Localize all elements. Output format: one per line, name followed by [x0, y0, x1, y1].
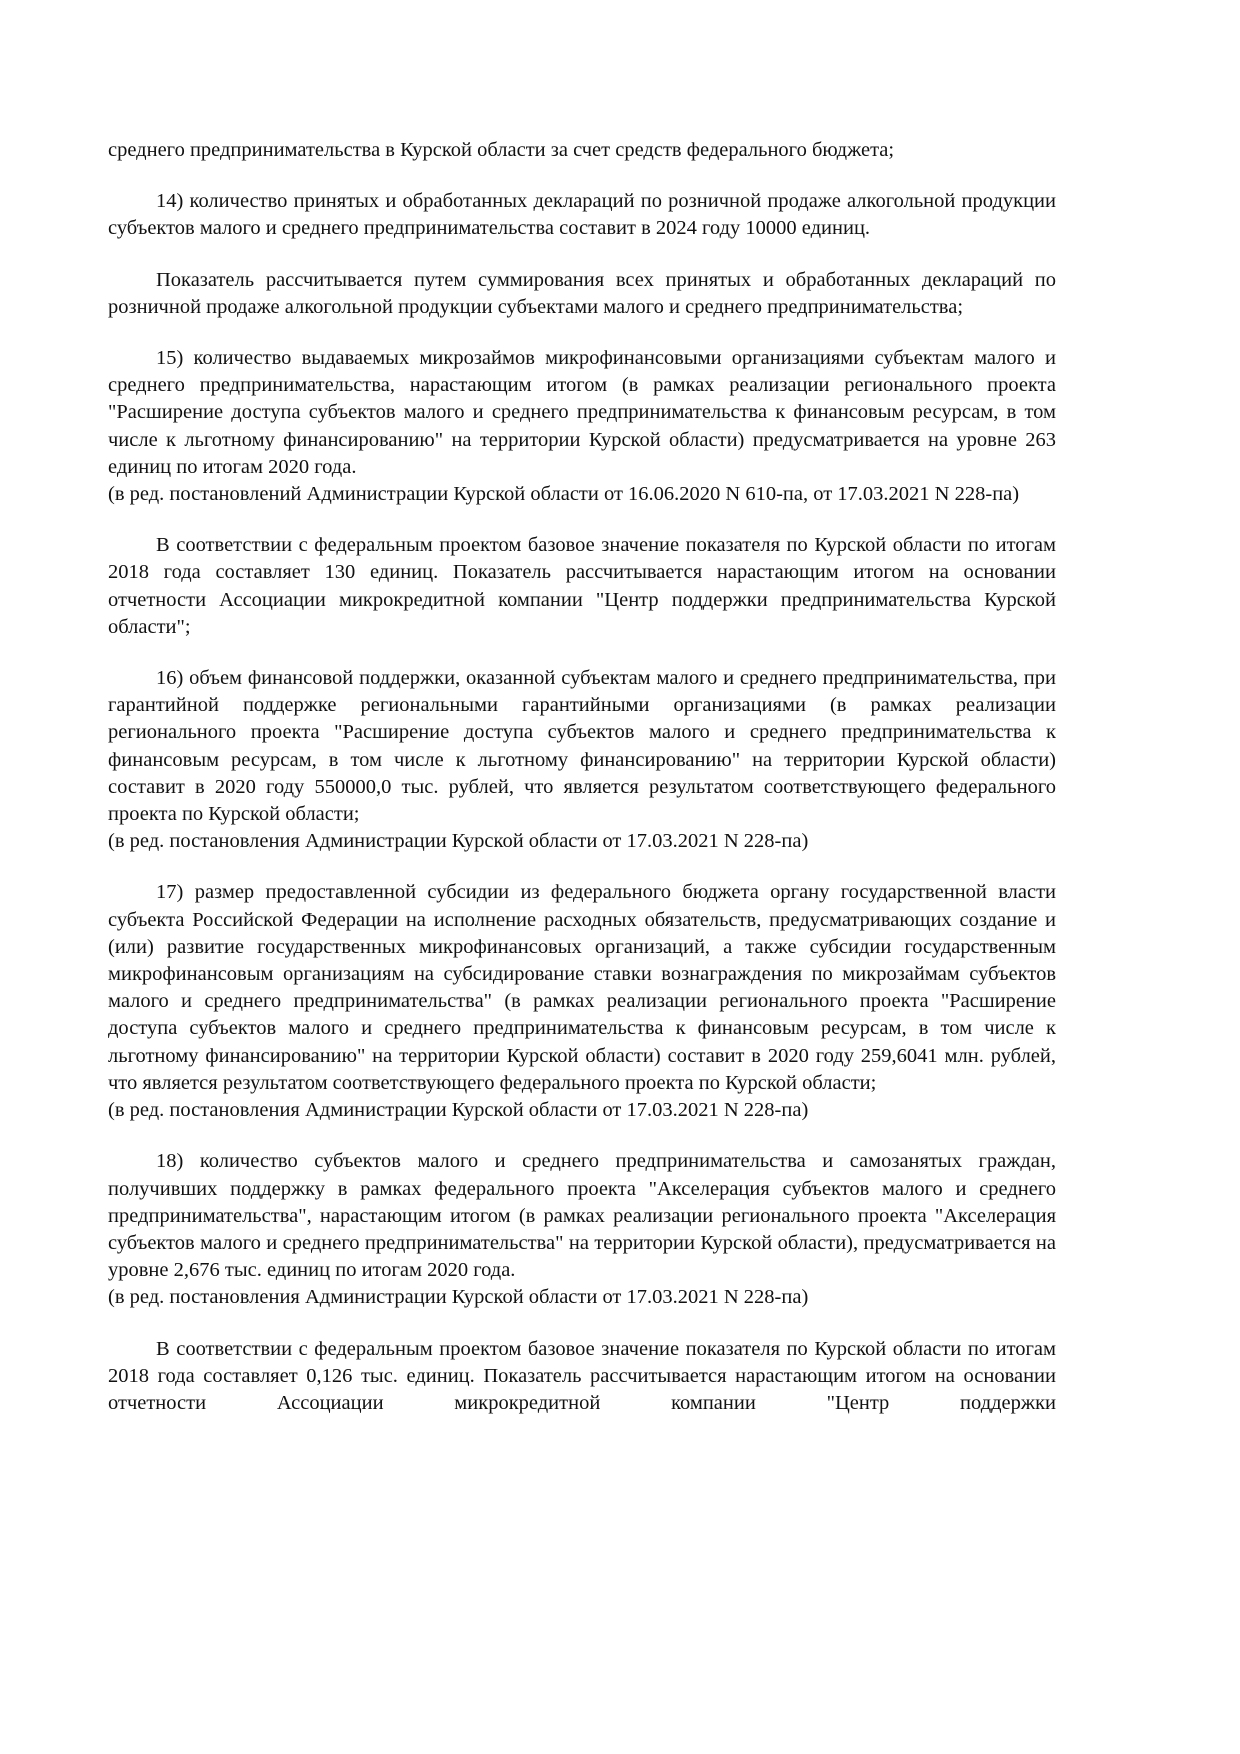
- item-15: 15) количество выдаваемых микрозаймов микрофинансовыми организациями субъектам малого и среднего предпринимательства, нарастающим итогом (в рамках реализации регионального проекта "Расширение доступа субъектов малого и среднего предпринимательства к финансовым ресурсам, в том числе к льготному финансированию" на территории Курской области) предусматривается на уровне 263 единиц по итогам 2020 года.: [108, 347, 1056, 478]
- item-18-amendment-note: (в ред. постановления Администрации Курской области от 17.03.2021 N 228-па): [108, 1286, 809, 1309]
- item-17-amendment-note: (в ред. постановления Администрации Курской области от 17.03.2021 N 228-па): [108, 1099, 809, 1122]
- paragraph-continuation: среднего предпринимательства в Курской области за счет средств федерального бюджета;: [108, 139, 895, 161]
- item-17: 17) размер предоставленной субсидии из федерального бюджета органу государственной власти субъекта Российской Федерации на исполнение расходных обязательств, предусматривающих создание и (или) развитие государственных микрофинансовых организаций, а также субсидии государственным микрофинансовым организациям на субсидирование ставки вознаграждения по микрозаймам субъектов малого и среднего предпринимательства" (в рамках реализации регионального проекта "Расширение доступа субъектов малого и среднего предпринимательства к финансовым ресурсам, в том числе к льготному финансированию" на территории Курской области) составит в 2020 году 259,6041 млн. рублей, что является результатом соответствующего федерального проекта по Курской области;: [108, 881, 1056, 1094]
- item-15-explanation: В соответствии с федеральным проектом базовое значение показателя по Курской области по итогам 2018 года составляет 130 единиц. Показатель рассчитывается нарастающим итогом на основании отчетности Ассоциации микрокредитной компании "Центр поддержки предпринимательства Курской области";: [108, 534, 1056, 638]
- item-14-explanation: Показатель рассчитывается путем суммирования всех принятых и обработанных деклараций по розничной продаже алкогольной продукции субъектами малого и среднего предпринимательства;: [108, 268, 1056, 318]
- item-16: 16) объем финансовой поддержки, оказанной субъектам малого и среднего предпринимательства, при гарантийной поддержке региональными гарантийными организациями (в рамках реализации регионального проекта "Расширение доступа субъектов малого и среднего предпринимательства к финансовым ресурсам, в том числе к льготному финансированию" на территории Курской области) составит в 2020 году 550000,0 тыс. рублей, что является результатом соответствующего федерального проекта по Курской области;: [108, 667, 1056, 826]
- item-15-amendment-note: (в ред. постановлений Администрации Курской области от 16.06.2020 N 610-па, от 17.03.2021 N 228-па): [108, 483, 1020, 506]
- item-14: 14) количество принятых и обработанных деклараций по розничной продаже алкогольной продукции субъектов малого и среднего предпринимательства составит в 2024 году 10000 единиц.: [108, 190, 1056, 240]
- item-18: 18) количество субъектов малого и среднего предпринимательства и самозанятых граждан, получивших поддержку в рамках федерального проекта "Акселерация субъектов малого и среднего предпринимательства", нарастающим итогом (в рамках реализации регионального проекта "Акселерация субъектов малого и среднего предпринимательства" на территории Курской области), предусматривается на уровне 2,676 тыс. единиц по итогам 2020 года.: [108, 1150, 1056, 1282]
- document-page: [108, 137, 1056, 1417]
- item-18-explanation: В соответствии с федеральным проектом базовое значение показателя по Курской области по итогам 2018 года составляет 0,126 тыс. единиц. Показатель рассчитывается нарастающим итогом на основании отчетности Ассоциации микрокредитной компании "Центр поддержки: [108, 1337, 1056, 1414]
- item-16-amendment-note: (в ред. постановления Администрации Курской области от 17.03.2021 N 228-па): [108, 830, 809, 853]
